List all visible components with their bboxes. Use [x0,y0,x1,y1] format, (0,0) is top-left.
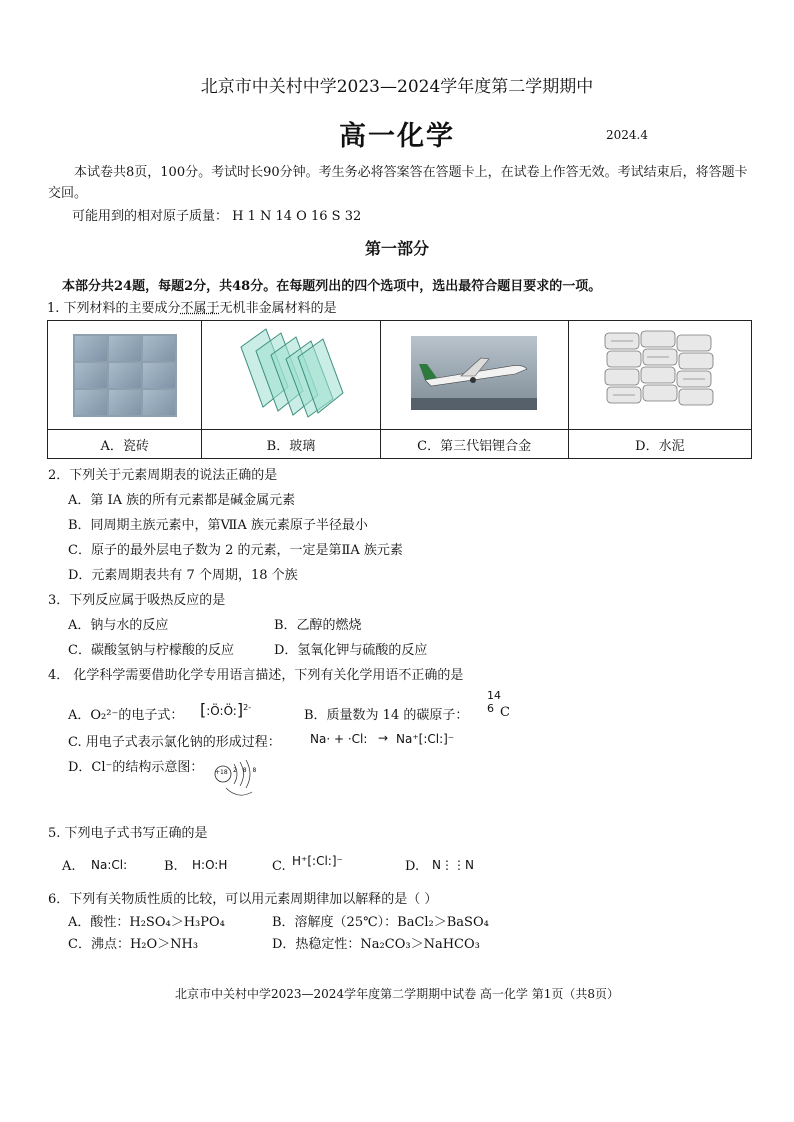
chloride-nucleus: +18 [215,769,228,776]
question-3-stem: 3．下列反应属于吸热反应的是 [48,593,226,608]
q3-option-c: C．碳酸氢钠与柠檬酸的反应 [68,643,234,658]
q4-a-charge: 2- [243,703,252,712]
question-4-stem: 4． 化学科学需要借助化学专用语言描述，下列有关化学用语不正确的是 [48,668,464,683]
school-title: 北京市中关村中学2023—2024学年度第二学期期中 [200,77,594,97]
part-title: 第一部分 [364,239,429,258]
glass-image-cell [202,321,380,430]
q4-c-formula-left: Na· + ·Cl: [310,732,368,746]
shell-arcs [212,760,260,800]
part-intro: 本部分共24题，每题2分，共48分。在每题列出的四个选项中，选出最符合题目要求的一项。 [62,279,602,294]
subject-title: 高一化学 [339,121,455,152]
q2-option-b: B．同周期主族元素中，第ⅦA 族元素原子半径最小 [68,518,368,533]
airplane-image [411,336,537,410]
q3-option-d: D．氢氧化钾与硫酸的反应 [274,643,428,658]
q4-option-c: C. 用电子式表示氯化钠的形成过程： [68,735,281,750]
q1-materials-table [47,320,752,459]
q3-option-b: B．乙醇的燃烧 [274,618,362,633]
q1-option-c: C．第三代铝锂合金 [380,430,568,459]
glass-image [236,327,346,419]
q1-option-b: B．玻璃 [202,430,380,459]
q1-stem-a: 1. 下列材料的主要成分 [47,301,181,316]
tile-image-cell [48,321,202,430]
q6-option-b: B．溶解度（25℃）：BaCl₂＞BaSO₄ [272,915,489,930]
chloride-ion-diagram [212,760,260,800]
cement-image-cell [568,321,751,430]
question-6-stem: 6．下列有关物质性质的比较，可以用元素周期律加以解释的是（ ） [48,892,438,907]
q6-option-a: A．酸性：H₂SO₄＞H₃PO₄ [68,915,225,930]
cement-bags-image [601,327,719,419]
q4-option-b: B．质量数为 14 的碳原子： [304,708,469,723]
atomic-mass-line: 可能用到的相对原子质量： H 1 N 14 O 16 S 32 [72,209,362,224]
q4-b-atomic-number: 6 [487,702,494,715]
q4-option-a: A．O₂²⁻的电子式： [68,708,184,723]
q5-option-c-label: C. [272,859,286,874]
q4-b-symbol: C [500,705,510,720]
q6-option-d: D．热稳定性：Na₂CO₃＞NaHCO₃ [272,937,480,952]
q4-a-formula: [:Ö:Ö:]$^{2-}$ [200,700,252,719]
page-footer: 北京市中关村中学2023—2024学年度第二学期期中试卷 高一化学 第1页（共8页） [175,987,619,1001]
plane-image-cell [380,321,568,430]
q1-stem-emph: 不属于 [180,301,220,316]
q5-option-b-formula: H:O:H [192,858,228,872]
question-1-stem [47,297,337,316]
tile-image [73,334,177,417]
chloride-shells: 2 8 8 [233,767,259,774]
q3-option-a: A．钠与水的反应 [68,618,169,633]
q4-a-formula-text: :Ö:Ö: [206,704,237,718]
instructions: 本试卷共8页，100分。考试时长90分钟。考生务必将答案答在答题卡上，在试卷上作答无效。考试结束后，将答题卡交回。 [48,165,748,201]
q5-option-c-formula: H⁺[:Cl:]⁻ [292,854,343,868]
q5-option-a-label: A. [62,859,76,874]
q2-option-d: D．元素周期表共有 7 个周期，18 个族 [68,568,298,583]
q4-b-mass-number: 14 [487,689,501,702]
q4-c-formula-right: Na⁺[:Cl:]⁻ [396,732,455,746]
q1-stem-b: 无机非金属材料的是 [219,301,337,316]
q6-option-c: C．沸点：H₂O＞NH₃ [68,937,199,952]
q1-option-a: A．瓷砖 [48,430,202,459]
q5-option-d-label: D. [405,859,420,874]
q4-option-d: D．Cl⁻的结构示意图： [68,760,204,775]
question-2-stem: 2．下列关于元素周期表的说法正确的是 [48,468,278,483]
question-5-stem: 5. 下列电子式书写正确的是 [48,826,208,841]
q5-option-d-formula: N⋮⋮N [432,858,474,872]
q2-option-a: A．第 IA 族的所有元素都是碱金属元素 [68,493,296,508]
q5-option-b-label: B. [164,859,178,874]
exam-date: 2024.4 [606,128,648,142]
q4-c-arrow: → [378,731,389,745]
q2-option-c: C．原子的最外层电子数为 2 的元素，一定是第ⅡA 族元素 [68,543,403,558]
q1-option-d: D．水泥 [568,430,751,459]
q5-option-a-formula: Na:Cl: [91,858,128,872]
